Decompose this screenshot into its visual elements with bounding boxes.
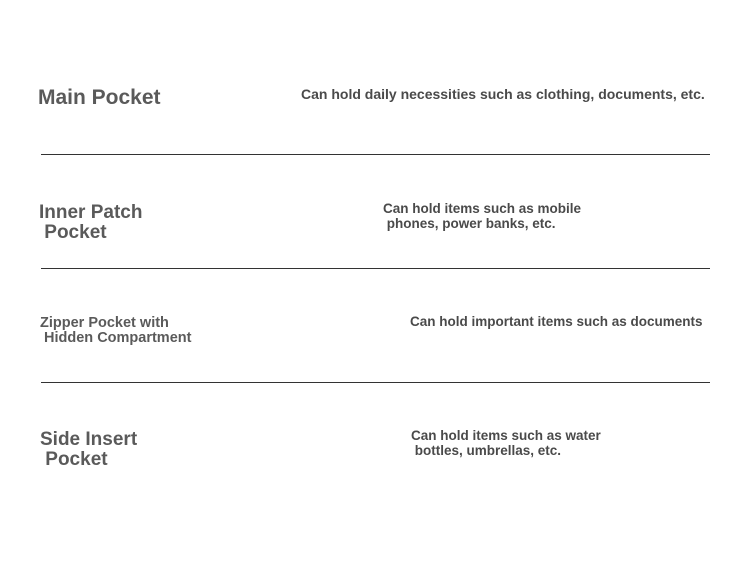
divider-2 xyxy=(41,268,710,269)
pocket-name-side-insert: Side Insert Pocket xyxy=(40,429,138,470)
pocket-description-inner-patch: Can hold items such as mobile phones, power banks, etc. xyxy=(383,201,582,231)
divider-1 xyxy=(41,154,710,155)
pocket-name-zipper: Zipper Pocket with Hidden Compartment xyxy=(40,315,192,347)
divider-3 xyxy=(41,382,710,383)
pocket-name-main: Main Pocket xyxy=(38,86,161,109)
pocket-description-zipper: Can hold important items such as documents xyxy=(410,314,703,329)
pocket-name-inner-patch: Inner Patch Pocket xyxy=(39,202,143,243)
pocket-description-side-insert: Can hold items such as water bottles, umbrellas, etc. xyxy=(411,428,601,458)
pocket-description-main: Can hold daily necessities such as clothing, documents, etc. xyxy=(301,86,705,102)
